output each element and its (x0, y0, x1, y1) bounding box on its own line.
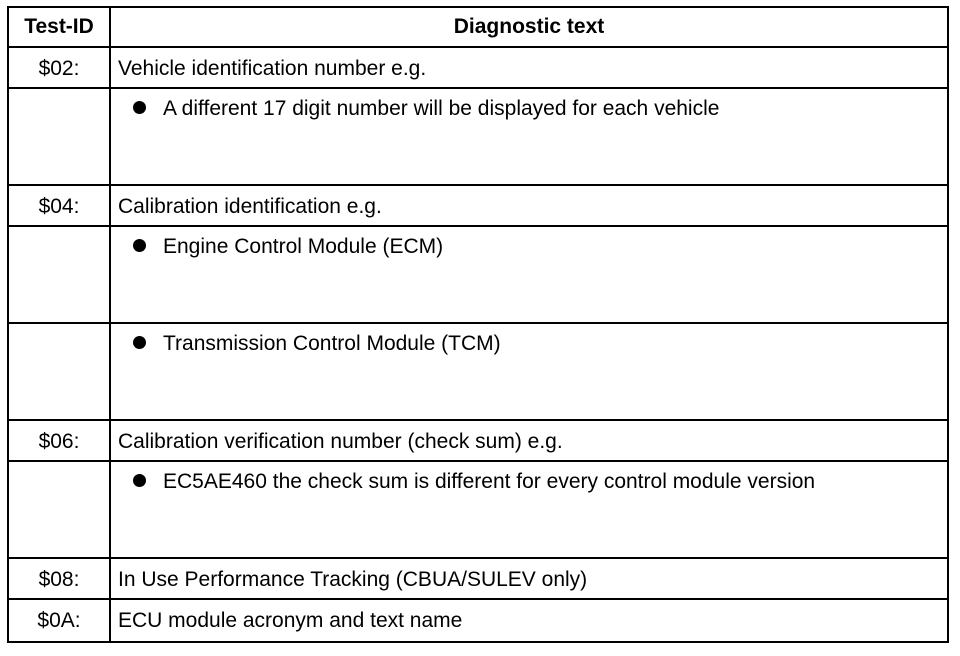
bullet-item (110, 88, 948, 185)
test-id-cell: $04: (8, 185, 110, 226)
diagnostic-text-cell: Calibration identification e.g. (110, 185, 948, 226)
bullet-text: Transmission Control Module (TCM) (163, 332, 501, 355)
table-row (8, 558, 948, 599)
diagnostic-text-cell: In Use Performance Tracking (CBUA/SULEV only) (110, 558, 948, 599)
test-id-cell: $06: (8, 420, 110, 461)
table-row (8, 323, 948, 420)
column-header-test-id: Test-ID (8, 7, 110, 47)
table-row (8, 420, 948, 461)
table-row (8, 88, 948, 185)
bullet-icon (133, 474, 146, 487)
table-row (8, 461, 948, 558)
bullet-text: A different 17 digit number will be displayed for each vehicle (163, 97, 720, 120)
bullet-item (110, 226, 948, 323)
bullet-item (110, 323, 948, 420)
test-id-cell: $0A: (8, 599, 110, 642)
bullet-icon (133, 336, 146, 349)
diagnostic-text-cell: Vehicle identification number e.g. (110, 47, 948, 88)
table-row (8, 226, 948, 323)
bullet-icon (133, 239, 146, 252)
table-row (8, 599, 948, 642)
bullet-item (110, 461, 948, 558)
bullet-text: EC5AE460 the check sum is different for every control module version (163, 470, 816, 493)
table-row (8, 47, 948, 88)
test-id-cell: $08: (8, 558, 110, 599)
table-row (8, 185, 948, 226)
empty-test-id-cell (8, 323, 110, 420)
empty-test-id-cell (8, 226, 110, 323)
table-header-row (8, 7, 948, 47)
test-id-cell: $02: (8, 47, 110, 88)
bullet-icon (133, 101, 146, 114)
empty-test-id-cell (8, 461, 110, 558)
diagnostic-text-cell: ECU module acronym and text name (110, 599, 948, 642)
empty-test-id-cell (8, 88, 110, 185)
diagnostic-table (7, 6, 949, 643)
column-header-diagnostic-text: Diagnostic text (110, 7, 948, 47)
bullet-text: Engine Control Module (ECM) (163, 235, 444, 258)
diagnostic-text-cell: Calibration verification number (check sum) e.g. (110, 420, 948, 461)
